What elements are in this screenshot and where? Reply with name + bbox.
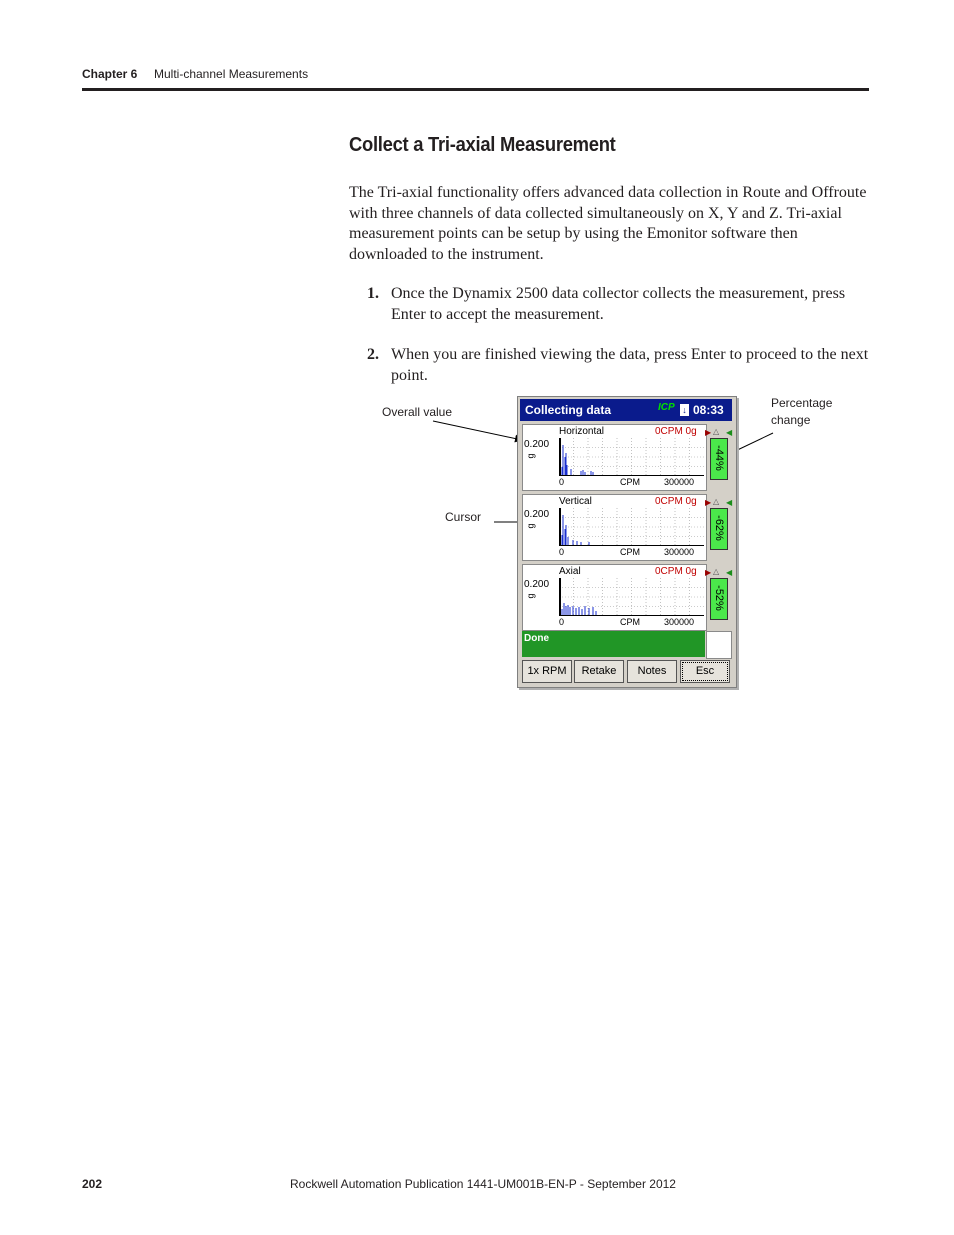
notes-button[interactable]: Notes (627, 660, 677, 683)
status-text: Done (524, 633, 549, 644)
publication-footer: Rockwell Automation Publication 1441-UM001B-EN-P - September 2012 (290, 1177, 676, 1191)
percentage-change-badge: -62% (710, 508, 728, 550)
device-screen (517, 396, 737, 688)
x-max-label: 300000 (664, 547, 695, 557)
spectrum-plot (559, 578, 704, 616)
section-label: Multi-channel Measurements (154, 67, 309, 81)
x-max-label: 300000 (664, 617, 695, 627)
x-max-label: 300000 (664, 477, 695, 487)
channel-name: Horizontal (559, 426, 605, 437)
percentage-change-badge: -52% (710, 578, 728, 620)
scroll-up-icon[interactable]: △ (713, 427, 720, 436)
x-unit-label: CPM (620, 617, 640, 627)
intro-line: downloaded to the instrument. (349, 245, 544, 263)
scroll-up-icon[interactable]: △ (713, 567, 720, 576)
step-number: 1. (367, 285, 379, 302)
cursor-readout: 0CPM 0g (655, 426, 697, 437)
device-titlebar (520, 399, 732, 421)
icp-indicator: ICP (658, 402, 675, 413)
retake-button[interactable]: Retake (574, 660, 624, 683)
y-unit-label: g (525, 593, 536, 599)
percentage-change-badge: -44% (710, 438, 728, 480)
marker-right-icon: ▶ (705, 568, 712, 577)
step-line: Enter to accept the measurement. (391, 305, 604, 323)
channel-name: Vertical (559, 496, 592, 507)
callout-overall-value: Overall value (382, 405, 453, 419)
cursor-readout: 0CPM 0g (655, 496, 697, 507)
channel-panel-horizontal[interactable] (522, 424, 707, 491)
marker-left-icon: ◀ (726, 428, 733, 437)
intro-line: The Tri-axial functionality offers advanced data collection in Route and Offroute (349, 184, 867, 201)
battery-icon: ↓ (680, 404, 689, 416)
marker-right-icon: ▶ (705, 428, 712, 437)
chapter-label: Chapter 6 (82, 67, 138, 81)
callout-cursor: Cursor (445, 510, 482, 524)
y-max-label: 0.200 (524, 509, 550, 520)
esc-button[interactable]: Esc (680, 660, 730, 683)
status-bar (522, 631, 705, 657)
x-min-label: 0 (559, 477, 565, 487)
step-line: point. (391, 366, 428, 384)
channel-panel-axial[interactable] (522, 564, 707, 631)
section-title: Collect a Tri-axial Measurement (349, 134, 616, 156)
intro-line: measurement points can be setup by using the Emonitor software then (349, 225, 798, 242)
intro-line: with three channels of data collected simultaneously on X, Y and Z. Tri-axial (349, 204, 842, 222)
y-max-label: 0.200 (524, 439, 550, 450)
device-clock: 08:33 (693, 403, 724, 417)
spectrum-plot (559, 508, 704, 546)
spectrum-plot (559, 438, 704, 476)
callout-percentage-change: Percentage change (771, 396, 833, 427)
x-min-label: 0 (559, 617, 565, 627)
step-line: When you are finished viewing the data, press Enter to proceed to the next (391, 346, 869, 363)
x-min-label: 0 (559, 547, 565, 557)
arrow-overall-value (433, 421, 522, 440)
step-line: Once the Dynamix 2500 data collector collects the measurement, press (391, 285, 846, 302)
y-unit-label: g (525, 453, 536, 459)
marker-right-icon: ▶ (705, 498, 712, 507)
rpm-button[interactable]: 1x RPM (522, 660, 572, 683)
marker-left-icon: ◀ (726, 498, 733, 507)
y-unit-label: g (525, 523, 536, 529)
y-max-label: 0.200 (524, 579, 550, 590)
x-unit-label: CPM (620, 547, 640, 557)
x-unit-label: CPM (620, 477, 640, 487)
scroll-up-icon[interactable]: △ (713, 497, 720, 506)
device-title: Collecting data (525, 403, 612, 417)
channel-panel-vertical[interactable] (522, 494, 707, 561)
channel-name: Axial (559, 566, 581, 577)
status-side-box (706, 631, 732, 659)
cursor-readout: 0CPM 0g (655, 566, 697, 577)
marker-left-icon: ◀ (726, 568, 733, 577)
page-number: 202 (82, 1177, 103, 1191)
step-number: 2. (367, 346, 379, 363)
